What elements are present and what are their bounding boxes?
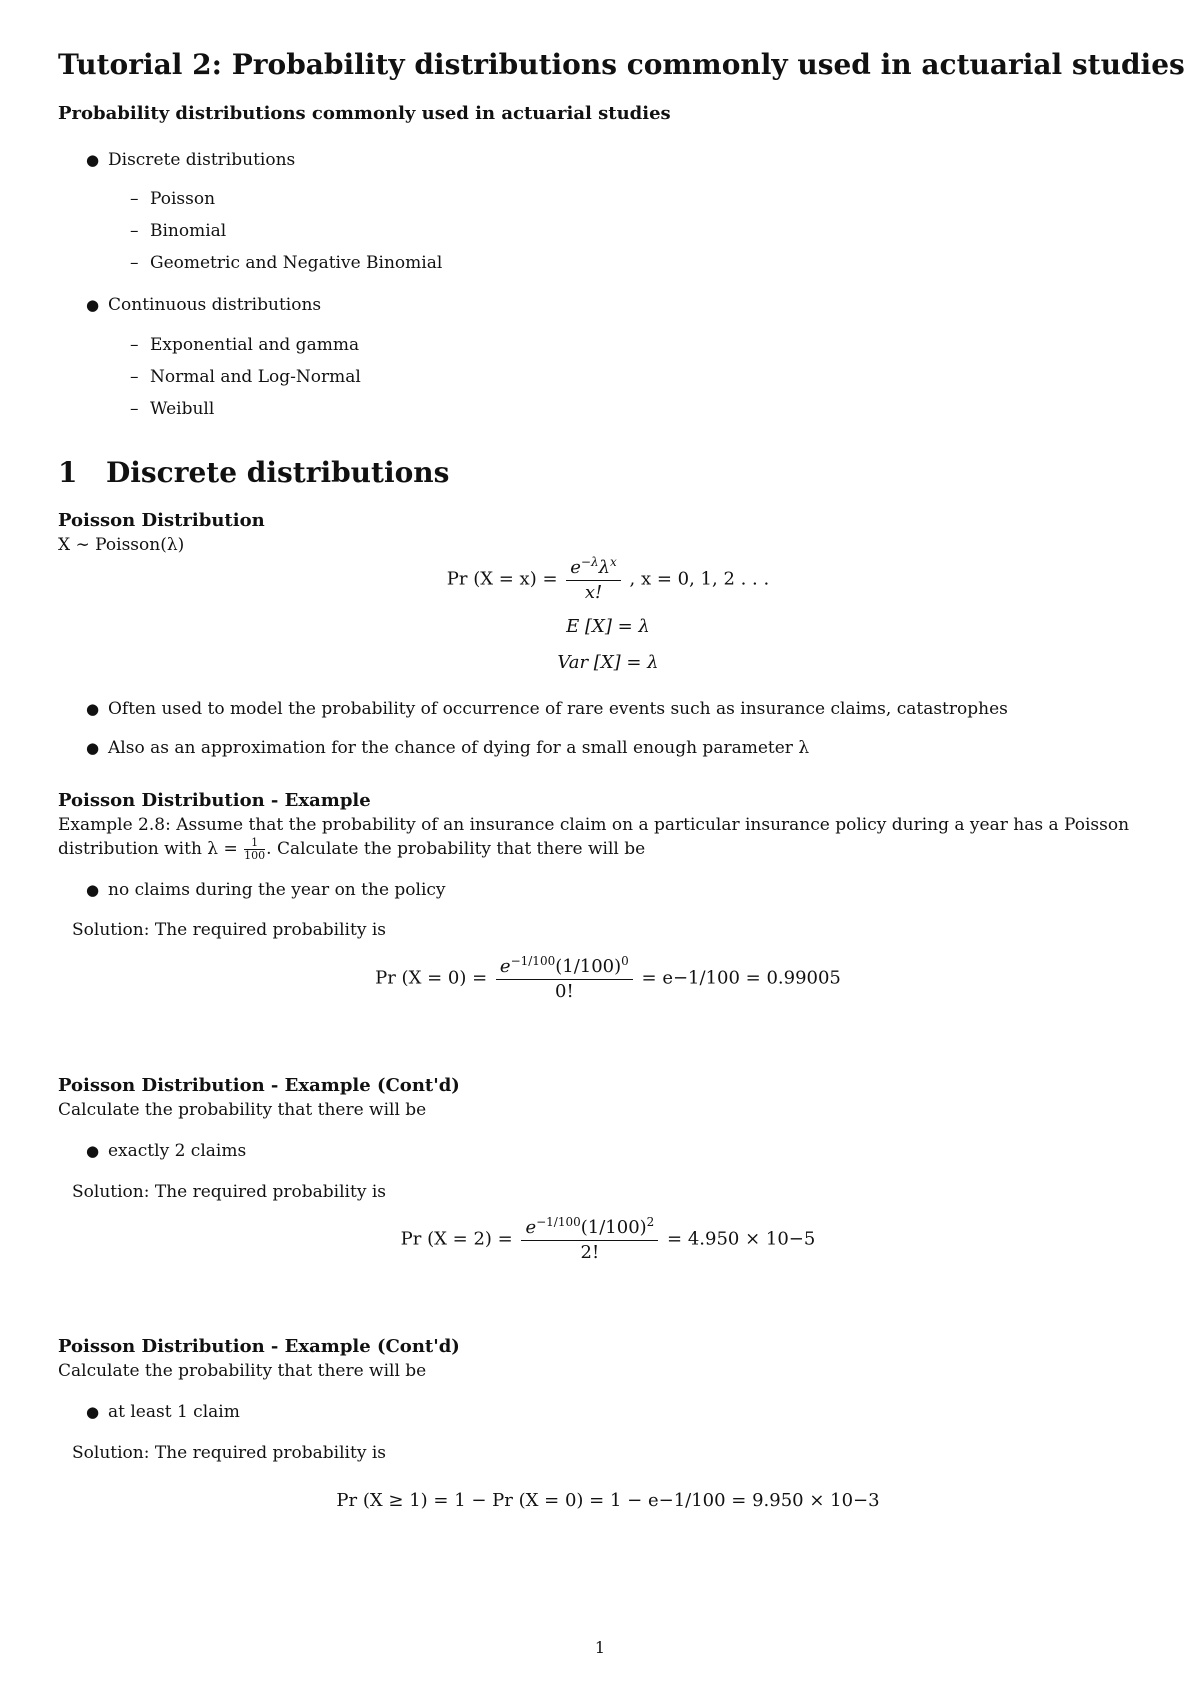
bullet-icon: ●: [86, 881, 100, 899]
example2-intro: Calculate the probability that there will be: [58, 1100, 427, 1120]
poisson-heading: Poisson Distribution: [58, 510, 265, 531]
example1-solution: Solution: The required probability is: [72, 920, 386, 940]
example2-bullet: ● exactly 2 claims: [86, 1141, 247, 1161]
example2-heading: Poisson Distribution - Example (Cont'd): [58, 1075, 460, 1096]
example3-intro: Calculate the probability that there will be: [58, 1361, 427, 1381]
bullet-icon: ●: [86, 1403, 100, 1421]
mean-equation: E [X] = λ: [566, 616, 650, 637]
bullet-icon: ●: [86, 739, 100, 757]
variance-equation: Var [X] = λ: [557, 652, 659, 673]
poisson-bullet: ● Also as an approximation for the chance of dying for a small enough parameter λ: [86, 738, 810, 758]
outline-subitem: – Normal and Log-Normal: [130, 367, 361, 387]
outline-item-discrete: ● Discrete distributions: [86, 150, 296, 170]
outline-subitem: – Poisson: [130, 189, 216, 209]
bullet-icon: ●: [86, 1142, 100, 1160]
outline-subitem: – Binomial: [130, 221, 227, 241]
outline-item-continuous: ● Continuous distributions: [86, 295, 322, 315]
example3-bullet: ● at least 1 claim: [86, 1402, 240, 1422]
example2-solution: Solution: The required probability is: [72, 1182, 386, 1202]
example1-heading: Poisson Distribution - Example: [58, 790, 371, 811]
bullet-icon: ●: [86, 296, 100, 314]
subtitle: Probability distributions commonly used in actuarial studies: [58, 103, 671, 124]
example1-text: Example 2.8: Assume that the probability of an insurance claim on a particular insurance policy during a year has a Poisson distribution with λ = $\frac{1}{100}$ . Calculate the probability that there will be: [58, 815, 1130, 863]
outline-subitem: – Weibull: [130, 399, 215, 419]
bullet-icon: ●: [86, 151, 100, 169]
outline-subitem: – Geometric and Negative Binomial: [130, 253, 443, 273]
example2-equation: Pr (X = 2) = $\frac{e^{-1/100}(1/100)^2}{2!}$ = 4.950 × 10−5: [400, 1215, 816, 1263]
poisson-definition: X ∼ Poisson(λ): [58, 535, 185, 555]
example1-bullet: ● no claims during the year on the policy: [86, 880, 446, 900]
pmf-equation: Pr (X = x) = $\frac{e^{-\lambda}\lambda^x}{x!}$ , x = 0, 1, 2 . . .: [446, 555, 770, 603]
example3-equation: Pr (X ≥ 1) = 1 − Pr (X = 0) = 1 − e−1/100 = 9.950 × 10−3: [336, 1490, 880, 1511]
section-heading: 1 Discrete distributions: [58, 456, 450, 489]
example3-heading: Poisson Distribution - Example (Cont'd): [58, 1336, 460, 1357]
poisson-bullet: ● Often used to model the probability of occurrence of rare events such as insurance claims, catastrophes: [86, 699, 1008, 719]
bullet-icon: ●: [86, 700, 100, 718]
outline-subitem: – Exponential and gamma: [130, 335, 360, 355]
page-number: 1: [594, 1638, 606, 1657]
example3-solution: Solution: The required probability is: [72, 1443, 386, 1463]
page-title: Tutorial 2: Probability distributions commonly used in actuarial studies: [58, 48, 1185, 81]
example1-equation: Pr (X = 0) = $\frac{e^{-1/100}(1/100)^0}{0!}$ = e−1/100 = 0.99005: [375, 954, 841, 1002]
